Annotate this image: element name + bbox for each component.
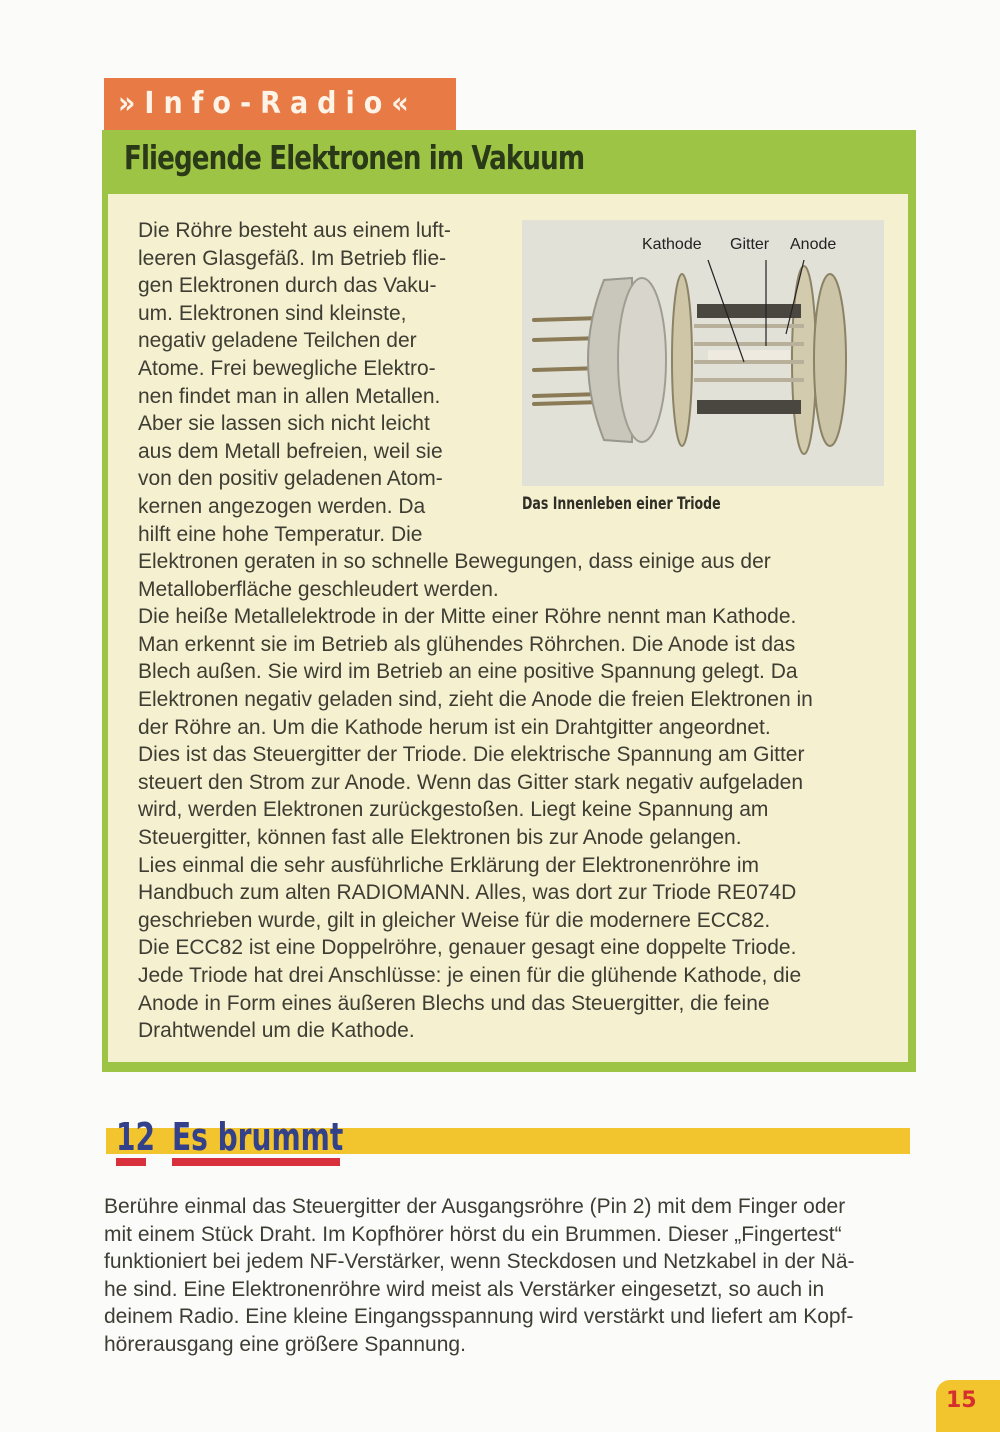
- text-line: negativ geladene Teilchen der: [138, 329, 417, 353]
- section-number-underline: [116, 1158, 146, 1166]
- text-line: Aber sie lassen sich nicht leicht: [138, 412, 430, 436]
- text-line: von den positiv geladenen Atom-: [138, 467, 443, 491]
- text-line: Man erkennt sie im Betrieb als glühendes Röhrchen. Die Anode ist das: [138, 632, 796, 656]
- text-line: wird, werden Elektronen zurückgestoßen. Liegt keine Spannung am: [138, 798, 769, 822]
- text-line: steuert den Strom zur Anode. Wenn das Gitter stark negativ aufgeladen: [138, 770, 803, 794]
- text-line: Steuergitter, können fast alle Elektronen bis zur Anode gelangen.: [138, 825, 742, 849]
- text-line: Die Röhre besteht aus einem luft-: [138, 219, 451, 242]
- figure-caption: Das Innenleben einer Triode: [522, 494, 721, 514]
- page-number-tab: [936, 1380, 1000, 1432]
- text-line: Elektronen geraten in so schnelle Bewegungen, dass einige aus der: [138, 550, 771, 573]
- section-title-underline: [172, 1158, 340, 1166]
- text-line: Die ECC82 ist eine Doppelröhre, genauer gesagt eine doppelte Triode.: [138, 936, 797, 960]
- section-number: 12: [116, 1115, 156, 1159]
- text-line: hilft eine hohe Temperatur. Die: [138, 522, 423, 546]
- text-line: Anode in Form eines äußeren Blechs und das Steuergitter, die feine: [138, 991, 770, 1015]
- info-box-content: [108, 194, 908, 1062]
- text-line: nen findet man in allen Metallen.: [138, 384, 441, 408]
- text-line: Drahtwendel um die Kathode.: [138, 1019, 415, 1043]
- text-line: Blech außen. Sie wird im Betrieb an eine positive Spannung gelegt. Da: [138, 660, 798, 684]
- info-radio-tab: »Info-Radio«: [104, 78, 456, 130]
- text-line: Atome. Frei bewegliche Elektro-: [138, 356, 436, 380]
- section-title: Es brummt: [172, 1115, 344, 1159]
- section-body: [104, 1193, 855, 1359]
- text-line: funktioniert bei jedem NF-Verstärker, wenn Steckdosen und Netzkabel in der Nä-: [104, 1250, 855, 1274]
- info-box-title: Fliegende Elektronen im Vakuum: [124, 138, 585, 177]
- text-line: kernen angezogen werden. Da: [138, 494, 426, 518]
- text-line: deinem Radio. Eine kleine Eingangsspannung wird verstärkt und liefert am Kopf-: [104, 1305, 854, 1329]
- text-line: Metalloberfläche geschleudert werden.: [138, 577, 499, 601]
- text-line: Handbuch zum alten RADIOMANN. Alles, was dort zur Triode RE074D: [138, 881, 797, 905]
- text-line: he sind. Eine Elektronenröhre wird meist als Verstärker eingesetzt, so auch in: [104, 1277, 825, 1301]
- text-line: aus dem Metall befreien, weil sie: [138, 439, 443, 463]
- label-kathode: Kathode: [642, 236, 702, 253]
- full-width-text: [138, 548, 813, 1045]
- wrapped-text: [138, 217, 451, 548]
- text-line: gen Elektronen durch das Vaku-: [138, 274, 437, 298]
- triode-photo: [522, 220, 884, 486]
- info-box: [102, 130, 916, 1072]
- text-line: Jede Triode hat drei Anschlüsse: je einen für die glühende Kathode, die: [138, 963, 802, 987]
- text-line: mit einem Stück Draht. Im Kopfhörer hörst du ein Brummen. Dieser „Fingertest“: [104, 1222, 842, 1246]
- text-line: Lies einmal die sehr ausführliche Erklärung der Elektronenröhre im: [138, 853, 759, 877]
- text-line: hörerausgang eine größere Spannung.: [104, 1332, 466, 1356]
- triode-illustration: [522, 220, 884, 486]
- text-line: Berühre einmal das Steuergitter der Ausgangsröhre (Pin 2) mit dem Finger oder: [104, 1195, 846, 1218]
- text-line: um. Elektronen sind kleinste,: [138, 301, 407, 325]
- text-line: geschrieben wurde, gilt in gleicher Weise für die modernere ECC82.: [138, 908, 771, 932]
- page-number: 15: [946, 1388, 977, 1413]
- text-line: Dies ist das Steuergitter der Triode. Die elektrische Spannung am Gitter: [138, 743, 805, 767]
- text-line: leeren Glasgefäß. Im Betrieb flie-: [138, 246, 447, 270]
- label-anode: Anode: [790, 236, 837, 253]
- label-gitter: Gitter: [730, 236, 770, 253]
- text-line: der Röhre an. Um die Kathode herum ist ein Drahtgitter angeordnet.: [138, 715, 771, 739]
- text-line: Elektronen negativ geladen sind, zieht die Anode die freien Elektronen in: [138, 687, 813, 711]
- text-line: Die heiße Metallelektrode in der Mitte einer Röhre nennt man Kathode.: [138, 605, 797, 629]
